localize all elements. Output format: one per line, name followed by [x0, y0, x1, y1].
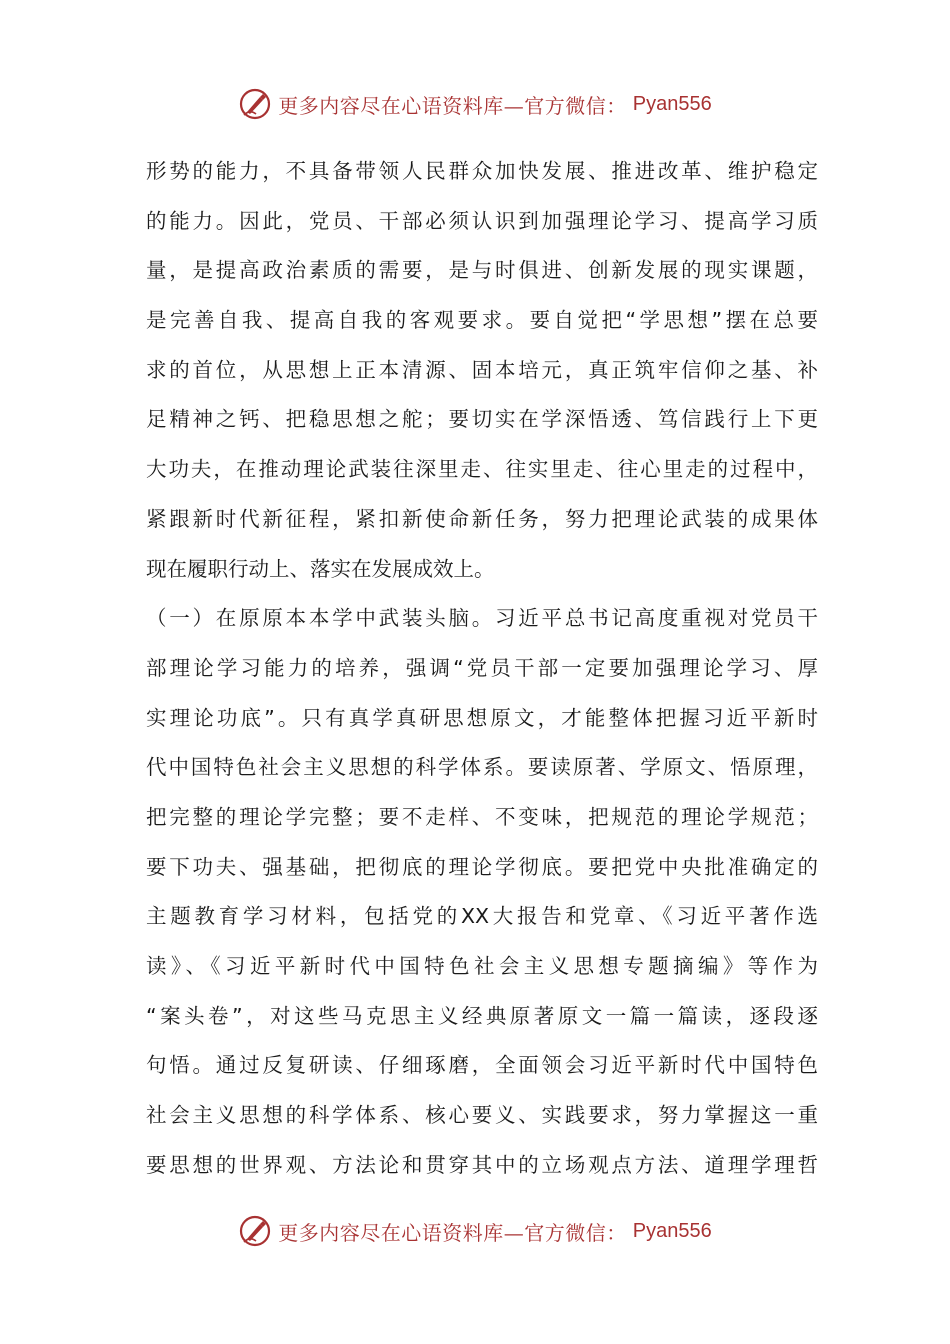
body-line: 求的首位，从思想上正本清源、固本培元，真正筑牢信仰之基、补: [146, 357, 818, 382]
body-line: 实理论功底”。只有真学真研思想原文，才能整体把握习近平新时: [146, 705, 818, 730]
pen-seal-icon: [238, 1214, 272, 1248]
body-line: 主题教育学习材料，包括党的XX大报告和党章、《习近平著作选: [146, 904, 818, 929]
body-line: 是完善自我、提高自我的客观要求。要自觉把“学思想”摆在总要: [146, 308, 818, 333]
body-line: 要思想的世界观、方法论和贯穿其中的立场观点方法、道理学理哲: [146, 1152, 818, 1177]
body-line: 要下功夫、强基础，把彻底的理论学彻底。要把党中央批准确定的: [146, 854, 818, 879]
body-line: 社会主义思想的科学体系、核心要义、实践要求，努力掌握这一重: [146, 1103, 818, 1128]
body-line: （一）在原原本本学中武装头脑。习近平总书记高度重视对党员干: [146, 606, 818, 631]
body-line: 形势的能力，不具备带领人民群众加快发展、推进改革、维护稳定: [146, 159, 818, 183]
body-line: 读》、《习近平新时代中国特色社会主义思想专题摘编》等作为: [146, 954, 818, 978]
footer-banner: [0, 1211, 950, 1251]
body-line: “案头卷”，对这些马克思主义经典原著原文一篇一篇读，逐段逐: [146, 1003, 818, 1028]
body-line: 大功夫，在推动理论武装往深里走、往实里走、往心里走的过程中，: [146, 457, 818, 482]
header-banner-text: 更多内容尽在心语资料库—官方微信：: [278, 93, 627, 118]
body-line: 紧跟新时代新征程，紧扣新使命新任务，努力把理论武装的成果体: [146, 506, 818, 531]
pen-seal-icon: [238, 87, 272, 121]
body-line: 现在履职行动上、落实在发展成效上。: [146, 556, 495, 581]
body-line: 句悟。通过反复研读、仔细琢磨，全面领会习近平新时代中国特色: [146, 1053, 818, 1078]
body-line: 代中国特色社会主义思想的科学体系。要读原著、学原文、悟原理，: [146, 755, 818, 780]
body-line: 的能力。因此，党员、干部必须认识到加强理论学习、提高学习质: [146, 208, 818, 233]
footer-banner-text: 更多内容尽在心语资料库—官方微信：: [278, 1220, 627, 1245]
body-line: 把完整的理论学完整；要不走样、不变味，把规范的理论学规范；: [146, 804, 818, 829]
document-body: [146, 147, 818, 1190]
body-line: 部理论学习能力的培养，强调“党员干部一定要加强理论学习、厚: [146, 655, 818, 680]
body-line: 量，是提高政治素质的需要，是与时俱进、创新发展的现实课题，: [146, 258, 818, 283]
footer-wechat-id: Pyan556: [632, 1219, 712, 1242]
header-wechat-id: Pyan556: [632, 92, 712, 115]
body-line: 足精神之钙、把稳思想之舵；要切实在学深悟透、笃信践行上下更: [146, 407, 818, 432]
header-banner: [0, 84, 950, 124]
